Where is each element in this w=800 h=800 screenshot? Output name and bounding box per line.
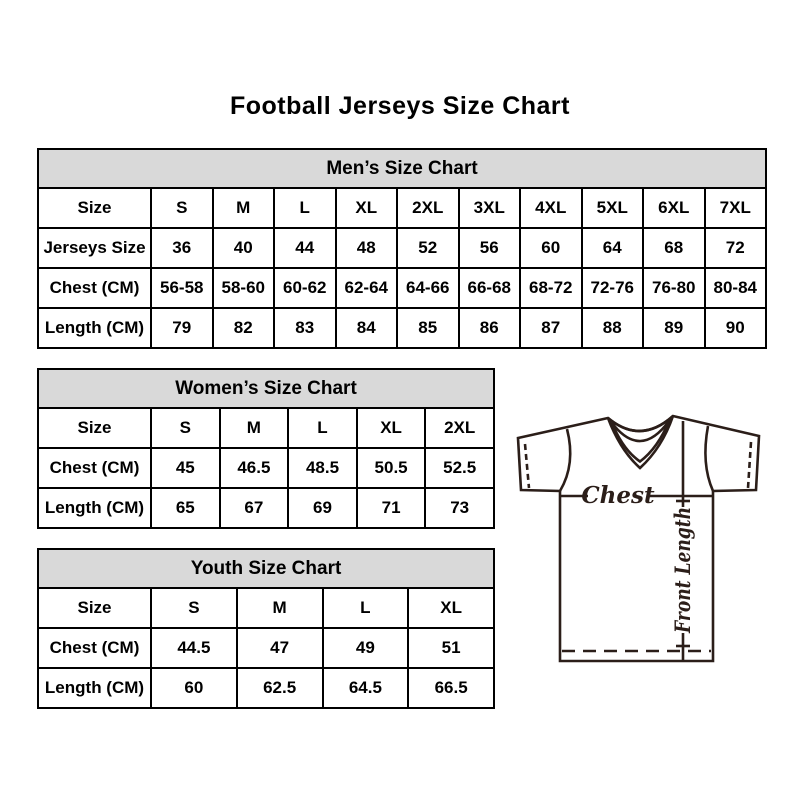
value-cell: 62.5: [237, 668, 323, 708]
value-cell: 58-60: [213, 268, 275, 308]
value-cell: S: [151, 588, 237, 628]
row-label-cell: Length (CM): [38, 668, 151, 708]
value-cell: L: [323, 588, 409, 628]
mens-size-table: [37, 148, 767, 349]
value-cell: M: [213, 188, 275, 228]
row-label-cell: Size: [38, 588, 151, 628]
value-cell: 56: [459, 228, 521, 268]
value-cell: 86: [459, 308, 521, 348]
value-cell: 72-76: [582, 268, 644, 308]
table-row: [38, 448, 494, 488]
value-cell: 52: [397, 228, 459, 268]
value-cell: 80-84: [705, 268, 767, 308]
value-cell: 52.5: [425, 448, 494, 488]
value-cell: 76-80: [643, 268, 705, 308]
page-title: Football Jerseys Size Chart: [229, 92, 570, 120]
value-cell: 62-64: [336, 268, 398, 308]
value-cell: 66.5: [408, 668, 494, 708]
value-cell: L: [274, 188, 336, 228]
value-cell: 69: [288, 488, 357, 528]
value-cell: 2XL: [397, 188, 459, 228]
table-row: [38, 228, 766, 268]
value-cell: 65: [151, 488, 220, 528]
value-cell: 49: [323, 628, 409, 668]
jersey-outline: [518, 416, 759, 661]
value-cell: 68: [643, 228, 705, 268]
value-cell: 71: [357, 488, 426, 528]
jersey-measurement-diagram: [505, 406, 770, 671]
value-cell: 46.5: [220, 448, 289, 488]
value-cell: 4XL: [520, 188, 582, 228]
value-cell: 48: [336, 228, 398, 268]
table-row: [38, 188, 766, 228]
table-title: Youth Size Chart: [38, 549, 494, 588]
value-cell: XL: [408, 588, 494, 628]
value-cell: S: [151, 408, 220, 448]
value-cell: M: [220, 408, 289, 448]
row-label-cell: Size: [38, 408, 151, 448]
value-cell: XL: [336, 188, 398, 228]
value-cell: 87: [520, 308, 582, 348]
value-cell: 56-58: [151, 268, 213, 308]
value-cell: 47: [237, 628, 323, 668]
value-cell: M: [237, 588, 323, 628]
row-label-cell: Size: [38, 188, 151, 228]
value-cell: 64: [582, 228, 644, 268]
value-cell: 36: [151, 228, 213, 268]
value-cell: XL: [357, 408, 426, 448]
value-cell: 5XL: [582, 188, 644, 228]
value-cell: 3XL: [459, 188, 521, 228]
value-cell: 7XL: [705, 188, 767, 228]
value-cell: 45: [151, 448, 220, 488]
value-cell: 85: [397, 308, 459, 348]
value-cell: 6XL: [643, 188, 705, 228]
table-header-row: [38, 549, 494, 588]
value-cell: 79: [151, 308, 213, 348]
value-cell: 89: [643, 308, 705, 348]
value-cell: 90: [705, 308, 767, 348]
value-cell: L: [288, 408, 357, 448]
table-row: [38, 268, 766, 308]
value-cell: 64.5: [323, 668, 409, 708]
table-row: [38, 488, 494, 528]
table-title: Men’s Size Chart: [38, 149, 766, 188]
row-label-cell: Chest (CM): [38, 268, 151, 308]
youth-size-table: [37, 548, 495, 709]
value-cell: 64-66: [397, 268, 459, 308]
value-cell: 40: [213, 228, 275, 268]
table-header-row: [38, 369, 494, 408]
table-row: [38, 408, 494, 448]
front-length-label: Front Length: [670, 478, 695, 633]
value-cell: 88: [582, 308, 644, 348]
table-row: [38, 628, 494, 668]
table-row: [38, 588, 494, 628]
value-cell: 2XL: [425, 408, 494, 448]
value-cell: 68-72: [520, 268, 582, 308]
row-label-cell: Jerseys Size: [38, 228, 151, 268]
chest-label: Chest: [581, 482, 655, 509]
value-cell: 82: [213, 308, 275, 348]
value-cell: 51: [408, 628, 494, 668]
row-label-cell: Length (CM): [38, 308, 151, 348]
value-cell: 84: [336, 308, 398, 348]
table-row: [38, 668, 494, 708]
value-cell: S: [151, 188, 213, 228]
value-cell: 60: [520, 228, 582, 268]
table-row: [38, 308, 766, 348]
value-cell: 72: [705, 228, 767, 268]
value-cell: 66-68: [459, 268, 521, 308]
value-cell: 60-62: [274, 268, 336, 308]
value-cell: 50.5: [357, 448, 426, 488]
value-cell: 67: [220, 488, 289, 528]
row-label-cell: Length (CM): [38, 488, 151, 528]
value-cell: 73: [425, 488, 494, 528]
value-cell: 44: [274, 228, 336, 268]
value-cell: 44.5: [151, 628, 237, 668]
table-header-row: [38, 149, 766, 188]
row-label-cell: Chest (CM): [38, 628, 151, 668]
row-label-cell: Chest (CM): [38, 448, 151, 488]
womens-size-table: [37, 368, 495, 529]
value-cell: 83: [274, 308, 336, 348]
table-title: Women’s Size Chart: [38, 369, 494, 408]
value-cell: 60: [151, 668, 237, 708]
value-cell: 48.5: [288, 448, 357, 488]
